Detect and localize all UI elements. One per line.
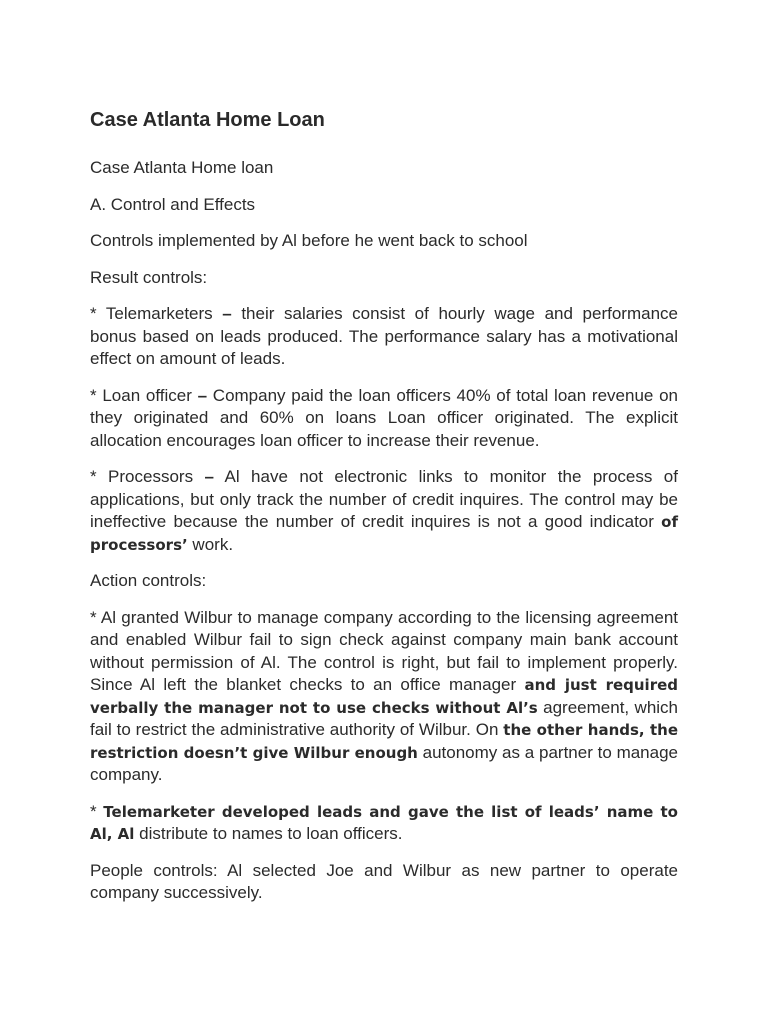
document-title: Case Atlanta Home Loan: [90, 109, 325, 131]
section-heading-control-effects: A. Control and Effects: [90, 194, 256, 214]
paragraph-text: distribute to names to loan officers.: [134, 824, 403, 843]
paragraph-loan-officer: [90, 385, 678, 453]
bullet-text: *: [90, 801, 104, 821]
action-controls-heading: Action controls:: [90, 571, 207, 590]
paragraph-text: * Al granted Wilbur to manage company according to the licensing agreement and enabled Wilbur fail to sign check against company main bank account without permission of Al. The control is right, but fail to implement properly. Since Al left the blanket checks to an office manager: [90, 607, 678, 694]
bold-text: the other hands, the restriction doesn’t give Wilbur enough: [90, 721, 679, 762]
paragraph-telemarketer-leads: [90, 801, 678, 846]
bullet-text: * Processors: [90, 467, 205, 486]
paragraph-text: Company paid the loan officers 40% of total loan revenue on they originated and 60% on loans Loan officer originated. The explicit allocation encourages loan officer to increase their revenue.: [90, 385, 678, 450]
em-dash: –: [222, 304, 232, 323]
paragraph-processors: [90, 466, 678, 556]
result-controls-heading: Result controls:: [90, 267, 208, 287]
bold-text: and just required verbally the manager not to use checks without Al’s: [90, 676, 679, 717]
paragraph-text: their salaries consist of hourly wage and performance bonus based on leads produced. The performance salary has a motivational effect on amount of leads.: [90, 304, 678, 368]
paragraph-people-controls: People controls: Al selected Joe and Wilbur as new partner to operate company successively.: [90, 860, 678, 902]
intro-paragraph: Controls implemented by Al before he went back to school: [90, 231, 528, 250]
document-page: [90, 106, 678, 919]
paragraph-text: autonomy as a partner to manage company.: [90, 742, 678, 784]
bullet-text: * Telemarketers: [90, 304, 223, 323]
bullet-text: * Loan officer: [90, 385, 198, 405]
paragraph-wilbur: [90, 607, 678, 787]
paragraph-telemarketers: [90, 303, 678, 371]
bold-text: of processors’: [90, 513, 678, 554]
bold-text: Telemarketer developed leads and gave the list of leads’ name to Al, Al: [90, 802, 678, 843]
em-dash: –: [204, 467, 214, 486]
em-dash: –: [197, 385, 208, 405]
paragraph-text: work.: [187, 534, 234, 554]
paragraph-text: Al have not electronic links to monitor the process of applications, but only track the number of credit inquires. The control may be ineffective because the number of credit inquires is not a good indicator: [90, 467, 678, 531]
document-subtitle: Case Atlanta Home loan: [90, 158, 274, 177]
paragraph-text: agreement, which fail to restrict the administrative authority of Wilbur. On: [90, 697, 679, 739]
